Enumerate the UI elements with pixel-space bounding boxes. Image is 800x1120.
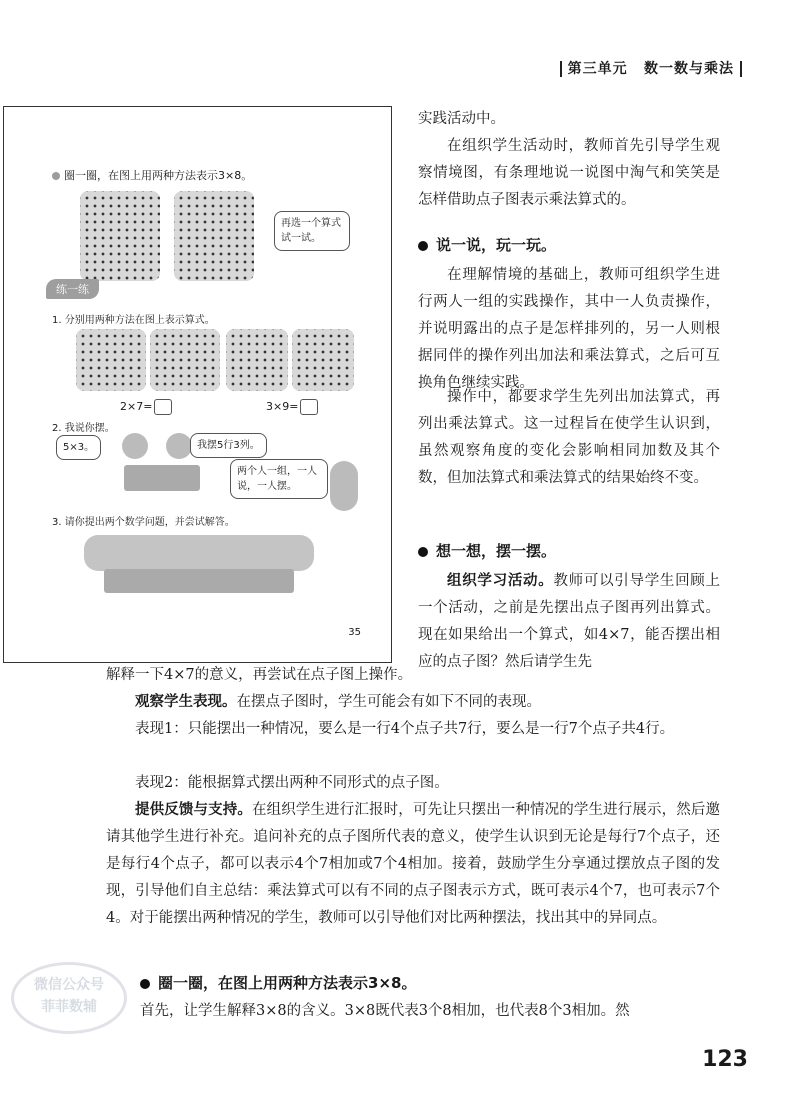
bullet-icon [418,547,428,557]
textbook-q1: 1. 分别用两种方法在图上表示算式。 [52,315,215,326]
header-unit: 第三单元 [567,61,628,77]
heading-say-play: 说一说，玩一玩。 [418,234,556,255]
bullet-icon [140,979,150,989]
heading-circle: 圈一圈，在图上用两种方法表示3×8。 [140,972,416,993]
desk-illustration [124,465,200,491]
header-bar-right [740,61,742,77]
heading-think-arrange: 想一想，摆一摆。 [418,540,556,561]
student-illustration [122,433,148,459]
dot-grid-large-2 [174,191,254,281]
page-number: 123 [702,1047,748,1072]
students-group-illustration [84,535,314,571]
paragraph-2: 在组织学生活动时，教师首先引导学生观察情境图，有条理地说一说图中淘气和笑笑是怎样借助点子图表示乘法算式的。 [418,138,720,208]
paragraph-6: 解释一下4×7的意义，再尝试在点子图上操作。 [106,667,413,683]
textbook-task-title: 圈一圈，在图上用两种方法表示3×8。 [52,167,252,183]
speech-bubble-try: 再选一个算式试一试。 [274,211,350,251]
watermark-line-2: 菲菲数辅 [41,999,97,1015]
paragraph-8: 表现1：只能摆出一种情况，要么是一行4个点子共7行，要么是一行7个点子共4行。 [135,721,675,737]
answer-box [154,399,172,415]
dot-grid-large-1 [80,191,160,281]
textbook-q2: 2. 我说你摆。 [52,423,115,434]
textbook-page-figure [3,106,392,663]
dot-grid-q1-a [76,329,146,391]
practice-tag: 练一练 [46,279,99,299]
paragraph-11: 首先，让学生解释3×8的含义。3×8既代表3个8相加，也代表8个3相加。然 [140,1003,630,1019]
speech-bubble-pairs: 两个人一组，一人说，一人摆。 [230,459,328,499]
speech-bubble-rows: 我摆5行3列。 [190,433,267,458]
label-feedback: 提供反馈与支持。 [135,802,253,818]
desks-illustration [104,569,294,593]
watermark-line-1: 微信公众号 [34,977,104,993]
textbook-page-number: 35 [348,627,361,638]
header-topic: 数一数与乘法 [644,61,734,77]
header-bar-left [560,61,562,77]
watermark-logo [5,962,133,1034]
equation-3x9: 3×9= [266,399,318,415]
teacher-illustration [330,461,358,511]
dot-grid-q1-c [226,329,288,391]
speech-bubble-5x3: 5×3。 [56,435,101,460]
paragraph-7: 观察学生表现。在摆点子图时，学生可能会有如下不同的表现。 [135,694,541,710]
bullet-icon [418,241,428,251]
textbook-q3: 3. 请你提出两个数学问题，并尝试解答。 [52,517,235,528]
dot-grid-q1-b [150,329,220,391]
running-header [554,58,748,78]
student-illustration [166,433,192,459]
label-observe: 观察学生表现。 [135,694,237,710]
paragraph-10: 提供反馈与支持。在组织学生进行汇报时，可先让只摆出一种情况的学生进行展示，然后邀请其他学生进行补充。追问补充的点子图所代表的意义，使学生认识到无论是每行7个点子，还是每行4个点子，都可以表示4个7相加或7个4相加。接着，鼓励学生分享通过摆放点子图的发现，引导他们自主总结：乘法算式可以有不同的点子图表示方式，既可表示4个7，也可表示7个4。对于能摆出两种情况的学生，教师可以引导他们对比两种摆法，找出其中的异同点。 [106,802,721,926]
paragraph-3: 在理解情境的基础上，教师可组织学生进行两人一组的实践操作，其中一人负责操作，并说明露出的点子是怎样排列的，另一人则根据同伴的操作列出加法和乘法算式，之后可互换角色继续实践。 [418,267,720,391]
equation-2x7: 2×7= [120,399,172,415]
label-organize: 组织学习活动。 [447,573,554,589]
dot-grid-q1-d [292,329,354,391]
bullet-icon [52,172,60,180]
paragraph-1: 实践活动中。 [418,111,505,127]
answer-box [300,399,318,415]
paragraph-4: 操作中，都要求学生先列出加法算式，再列出乘法算式。这一过程旨在使学生认识到，虽然观察角度的变化会影响相同加数及其个数，但加法算式和乘法算式的结果始终不变。 [418,389,720,486]
paragraph-9: 表现2：能根据算式摆出两种不同形式的点子图。 [135,775,449,791]
paragraph-5: 组织学习活动。教师可以引导学生回顾上一个活动，之前是先摆出点子图再列出算式。现在如果给出一个算式，如4×7，能否摆出相应的点子图？然后请学生先 [418,573,721,670]
